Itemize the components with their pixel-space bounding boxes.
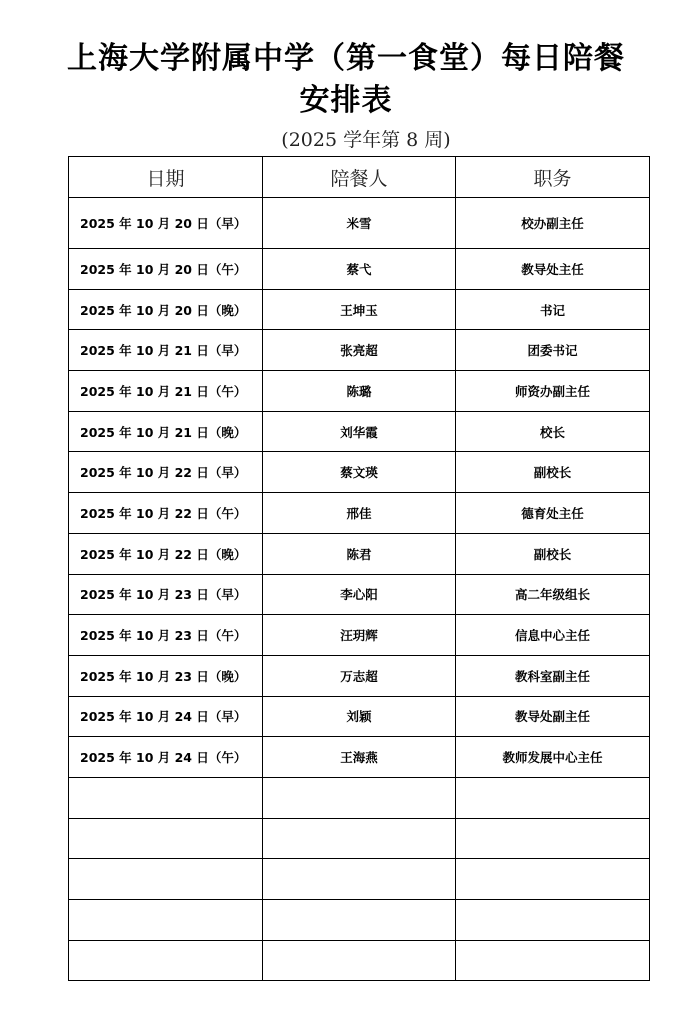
person-cell: 万志超 xyxy=(263,655,456,696)
role-cell: 校长 xyxy=(456,411,650,452)
person-cell xyxy=(263,818,456,859)
date-cell xyxy=(69,818,263,859)
date-cell xyxy=(69,940,263,981)
table-row xyxy=(69,777,650,818)
date-cell: 2025 年 10 月 24 日（早） xyxy=(69,696,263,737)
date-cell: 2025 年 10 月 20 日（晚） xyxy=(69,289,263,330)
table-row xyxy=(69,371,650,412)
person-cell: 刘华霞 xyxy=(263,411,456,452)
person-cell: 刘颖 xyxy=(263,696,456,737)
table-row xyxy=(69,249,650,290)
person-cell: 张亮超 xyxy=(263,330,456,371)
person-cell: 蔡弋 xyxy=(263,249,456,290)
date-cell xyxy=(69,859,263,900)
role-cell: 团委书记 xyxy=(456,330,650,371)
role-cell: 信息中心主任 xyxy=(456,615,650,656)
role-cell: 教导处副主任 xyxy=(456,696,650,737)
table-row xyxy=(69,411,650,452)
table-row xyxy=(69,493,650,534)
person-cell xyxy=(263,777,456,818)
table-row xyxy=(69,818,650,859)
role-cell: 校办副主任 xyxy=(456,198,650,249)
role-cell: 教科室副主任 xyxy=(456,655,650,696)
date-cell xyxy=(69,777,263,818)
person-cell: 陈璐 xyxy=(263,371,456,412)
date-cell: 2025 年 10 月 21 日（午） xyxy=(69,371,263,412)
role-cell: 德育处主任 xyxy=(456,493,650,534)
table-row xyxy=(69,859,650,900)
person-cell: 王海燕 xyxy=(263,737,456,778)
role-cell xyxy=(456,900,650,941)
role-cell: 教师发展中心主任 xyxy=(456,737,650,778)
role-cell xyxy=(456,818,650,859)
date-cell: 2025 年 10 月 20 日（早） xyxy=(69,198,263,249)
person-cell xyxy=(263,859,456,900)
person-cell: 邢佳 xyxy=(263,493,456,534)
person-cell: 陈君 xyxy=(263,533,456,574)
date-cell: 2025 年 10 月 22 日（早） xyxy=(69,452,263,493)
table-row xyxy=(69,452,650,493)
table-row xyxy=(69,198,650,249)
date-cell: 2025 年 10 月 22 日（晚） xyxy=(69,533,263,574)
header-row xyxy=(69,157,650,198)
person-cell: 李心阳 xyxy=(263,574,456,615)
role-cell: 高二年级组长 xyxy=(456,574,650,615)
date-cell: 2025 年 10 月 20 日（午） xyxy=(69,249,263,290)
title-line-2: 安排表 xyxy=(299,83,393,118)
role-cell xyxy=(456,940,650,981)
role-cell xyxy=(456,859,650,900)
table-row xyxy=(69,330,650,371)
title-line-1: 上海大学附属中学（第一食堂）每日陪餐 xyxy=(67,41,625,76)
table-row xyxy=(69,574,650,615)
person-cell: 蔡文瑛 xyxy=(263,452,456,493)
table-row xyxy=(69,655,650,696)
table-row xyxy=(69,289,650,330)
schedule-rows xyxy=(69,198,650,981)
header-date: 日期 xyxy=(69,157,263,198)
schedule-table xyxy=(68,156,650,981)
person-cell: 汪玥辉 xyxy=(263,615,456,656)
person-cell xyxy=(263,900,456,941)
header-person: 陪餐人 xyxy=(263,157,456,198)
table-row xyxy=(69,940,650,981)
table-row xyxy=(69,533,650,574)
person-cell: 王坤玉 xyxy=(263,289,456,330)
role-cell: 副校长 xyxy=(456,533,650,574)
table-row xyxy=(69,696,650,737)
table-row xyxy=(69,615,650,656)
header-role: 职务 xyxy=(456,157,650,198)
date-cell xyxy=(69,900,263,941)
role-cell: 副校长 xyxy=(456,452,650,493)
date-cell: 2025 年 10 月 23 日（午） xyxy=(69,615,263,656)
table-row xyxy=(69,737,650,778)
person-cell: 米雪 xyxy=(263,198,456,249)
date-cell: 2025 年 10 月 21 日（晚） xyxy=(69,411,263,452)
role-cell: 师资办副主任 xyxy=(456,371,650,412)
date-cell: 2025 年 10 月 24 日（午） xyxy=(69,737,263,778)
person-cell xyxy=(263,940,456,981)
date-cell: 2025 年 10 月 22 日（午） xyxy=(69,493,263,534)
role-cell: 书记 xyxy=(456,289,650,330)
date-cell: 2025 年 10 月 21 日（早） xyxy=(69,330,263,371)
role-cell: 教导处主任 xyxy=(456,249,650,290)
role-cell xyxy=(456,777,650,818)
document-title xyxy=(0,38,692,122)
date-cell: 2025 年 10 月 23 日（早） xyxy=(69,574,263,615)
table-row xyxy=(69,900,650,941)
date-cell: 2025 年 10 月 23 日（晚） xyxy=(69,655,263,696)
week-subtitle: (2025 学年第 8 周) xyxy=(281,129,451,151)
